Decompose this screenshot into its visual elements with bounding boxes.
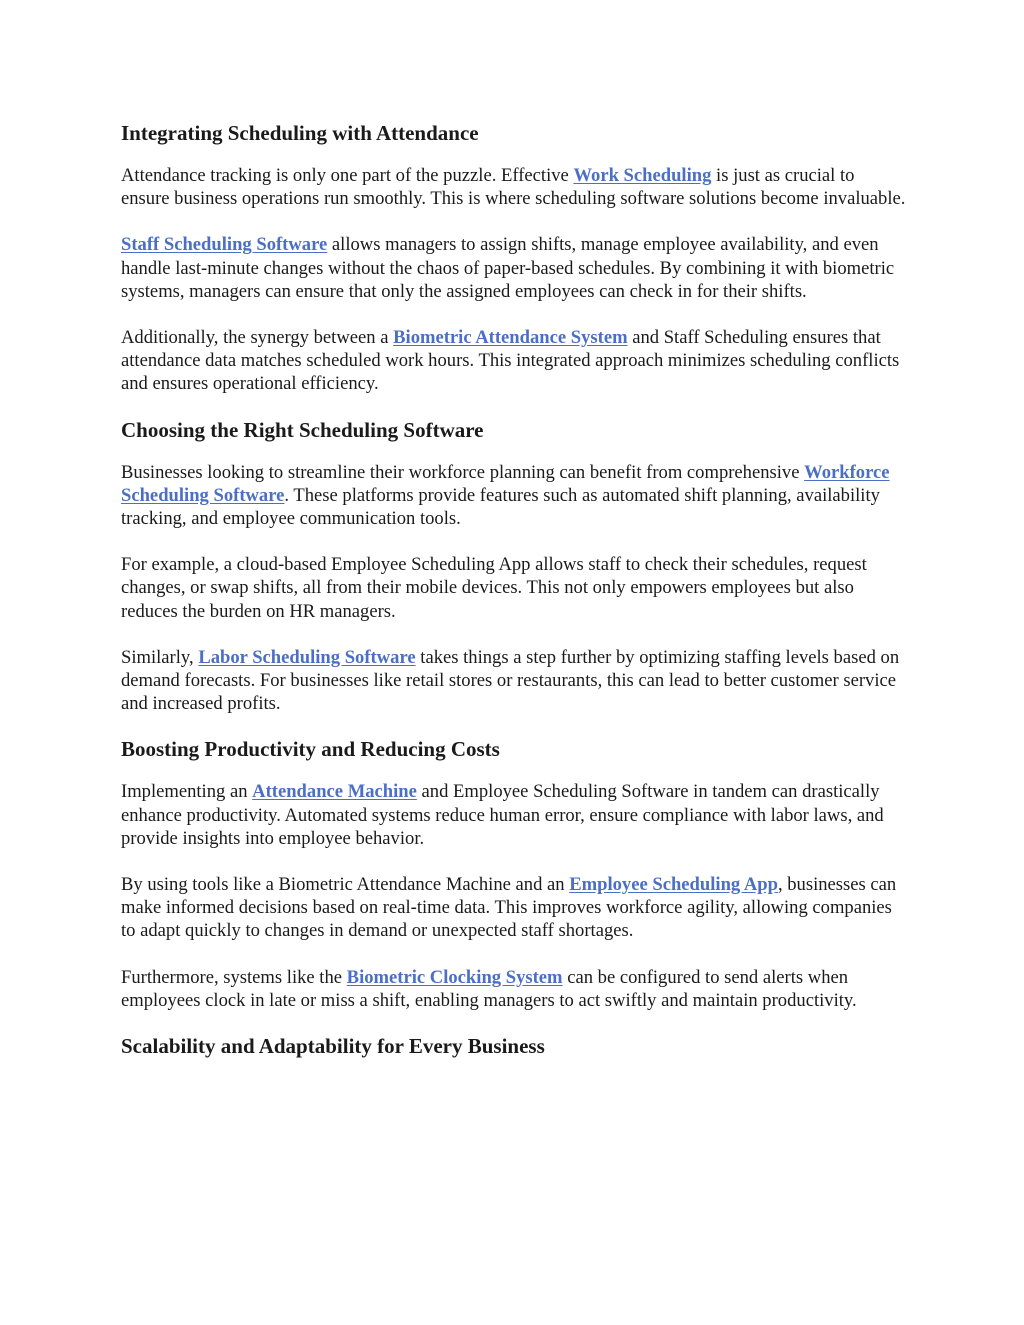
paragraph: Similarly, Labor Scheduling Software takes things a step further by optimizing staffing levels based on demand forecasts. For businesses like retail stores or restaurants, this can lead to better customer service and increased profits.	[121, 646, 900, 715]
labor-scheduling-software-link[interactable]: Labor Scheduling Software	[198, 646, 416, 668]
paragraph: Staff Scheduling Software allows managers to assign shifts, manage employee availability, and even handle last-minute changes without the chaos of paper-based schedules. By combining it with biometric systems, managers can ensure that only the assigned employees can check in for their shifts.	[121, 234, 895, 302]
staff-scheduling-software-link[interactable]: Staff Scheduling Software	[121, 234, 328, 256]
section-heading: Choosing the Right Scheduling Software	[121, 417, 484, 442]
section-boosting-productivity	[121, 734, 906, 1012]
section-heading: Integrating Scheduling with Attendance	[121, 121, 479, 145]
section-choosing-software	[121, 415, 906, 716]
biometric-clocking-system-link[interactable]: Biometric Clocking System	[346, 966, 563, 988]
paragraph: Businesses looking to streamline their workforce planning can benefit from comprehensive Workforce Scheduling Software. These platforms provide features such as automated shift planning, availability tracking, and employee communication tools.	[121, 461, 890, 530]
paragraph: Attendance tracking is only one part of the puzzle. Effective Work Scheduling is just as crucial to ensure business operations run smoothly. This is where scheduling software solutions become invaluable.	[121, 165, 906, 210]
biometric-attendance-system-link[interactable]: Biometric Attendance System	[393, 327, 628, 349]
work-scheduling-link[interactable]: Work Scheduling	[573, 165, 712, 186]
section-scalability	[121, 1031, 906, 1061]
paragraph: By using tools like a Biometric Attendance Machine and an Employee Scheduling App, businesses can make informed decisions based on real-time data. This improves workforce agility, allowing companies to adapt quickly to changes in demand or unexpected staff shortages.	[121, 874, 897, 942]
section-integrating-scheduling	[121, 118, 906, 396]
paragraph: Furthermore, systems like the Biometric Clocking System can be configured to send alerts when employees clock in late or miss a shift, enabling managers to act swiftly and maintain productivity.	[121, 966, 857, 1011]
section-heading: Boosting Productivity and Reducing Costs	[121, 737, 500, 762]
workforce-scheduling-software-link[interactable]: Workforce Scheduling Software	[121, 461, 890, 506]
attendance-machine-link[interactable]: Attendance Machine	[252, 781, 417, 803]
section-heading: Scalability and Adaptability for Every Business	[121, 1034, 545, 1059]
paragraph: For example, a cloud-based Employee Scheduling App allows staff to check their schedules, request changes, or swap shifts, all from their mobile devices. This not only empowers employees but also reduces the burden on HR managers.	[121, 554, 867, 622]
document-page	[121, 118, 906, 1077]
paragraph: Additionally, the synergy between a Biometric Attendance System and Staff Scheduling ensures that attendance data matches scheduled work hours. This integrated approach minimizes scheduling conflicts and ensures operational efficiency.	[121, 327, 900, 395]
paragraph: Implementing an Attendance Machine and Employee Scheduling Software in tandem can drastically enhance productivity. Automated systems reduce human error, ensure compliance with labor laws, and provide insights into employee behavior.	[121, 781, 884, 849]
employee-scheduling-app-link[interactable]: Employee Scheduling App	[569, 874, 778, 896]
